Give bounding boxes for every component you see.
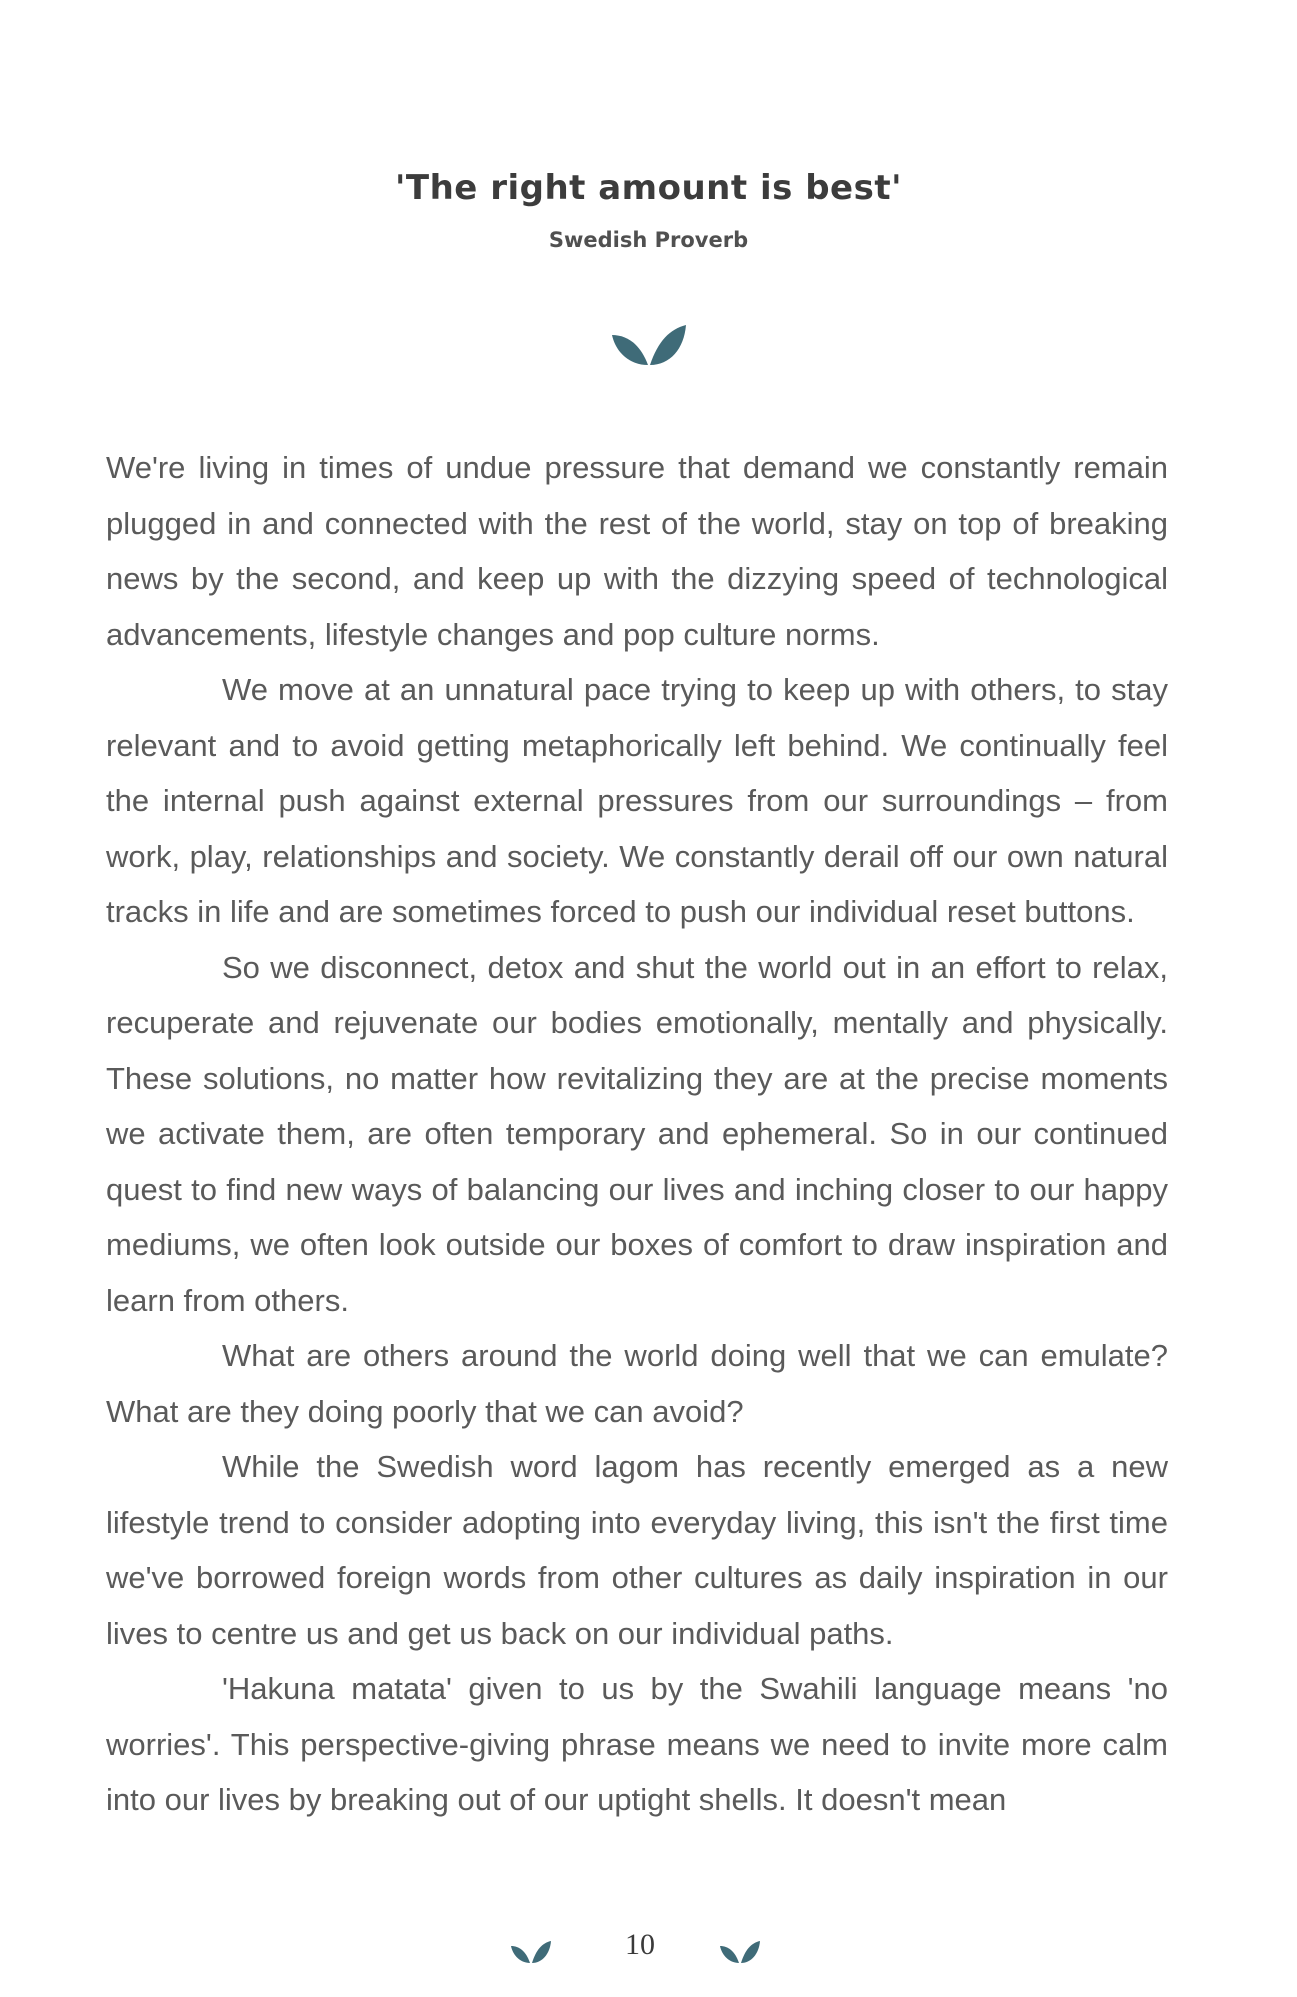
paragraph: We're living in times of undue pressure that demand we constantly remain plugged in and connected with the rest of the world, stay on top of breaking news by the second, and keep up with the dizzying speed of technological advancements, lifestyle changes and pop culture norms. — [106, 450, 1168, 652]
epigraph-attribution: Swedish Proverb — [548, 228, 749, 252]
leaf-pair-icon — [612, 323, 686, 367]
epigraph — [0, 168, 1297, 252]
leaf-pair-icon — [720, 1940, 760, 1964]
paragraph: So we disconnect, detox and shut the world out in an effort to relax, recuperate and rejuvenate our bodies emotionally, mentally and physically. These solutions, no matter how revitalizing they are at the precise moments we activate them, are often temporary and ephemeral. So in our continued quest to find new ways of balancing our lives and inching closer to our happy mediums, we often look outside our boxes of comfort to draw inspiration and learn from others. — [106, 949, 1168, 1318]
paragraph: We move at an unnatural pace trying to keep up with others, to stay relevant and to avoid getting metaphorically left behind. We continually feel the internal push against external pressures from our surroundings – from work, play, relationships and society. We constantly derail off our own natural tracks in life and are sometimes forced to push our individual reset buttons. — [106, 672, 1168, 929]
page-number: 10 — [625, 1928, 655, 1961]
body-text — [106, 440, 1168, 1828]
paragraph: While the Swedish word lagom has recently emerged as a new lifestyle trend to consider adopting into everyday living, this isn't the first time we've borrowed foreign words from other cultures as daily inspiration in our lives to centre us and get us back on our individual paths. — [106, 1449, 1168, 1651]
leaf-pair-icon — [511, 1940, 551, 1964]
epigraph-quote: 'The right amount is best' — [394, 168, 902, 208]
paragraph: 'Hakuna matata' given to us by the Swahili language means 'no worries'. This perspective-giving phrase means we need to invite more calm into our lives by breaking out of our uptight shells. It doesn't mean — [106, 1671, 1168, 1817]
paragraph: What are others around the world doing well that we can emulate? What are they doing poorly that we can avoid? — [106, 1338, 1168, 1429]
page-footer — [0, 1928, 1297, 1968]
